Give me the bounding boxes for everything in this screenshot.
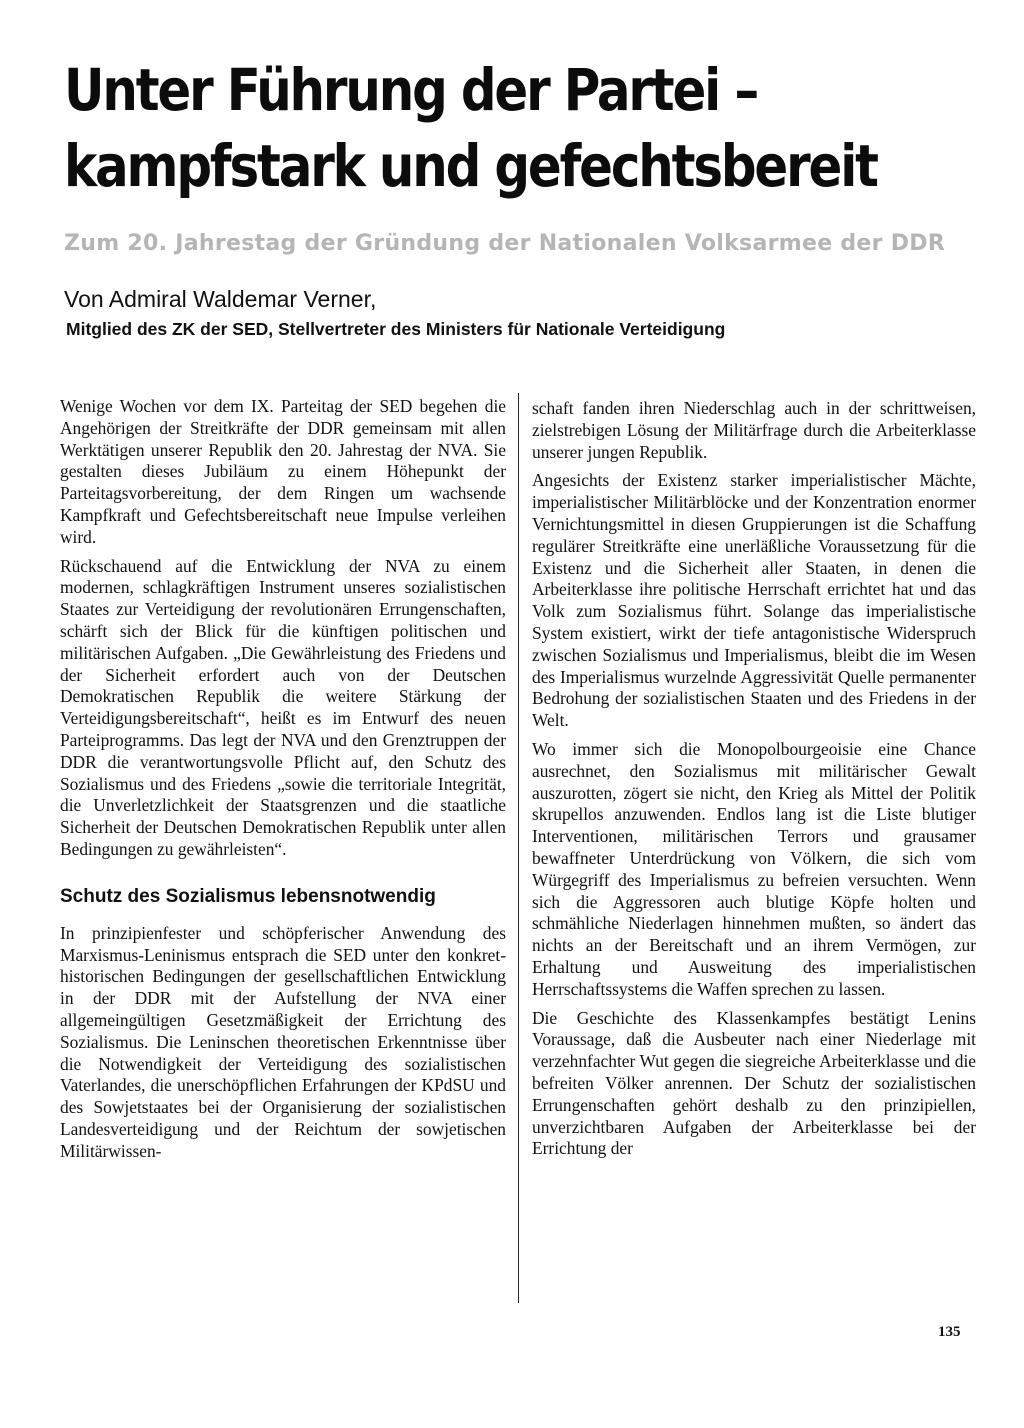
page-number: 135 bbox=[938, 1324, 961, 1340]
right-column bbox=[532, 398, 976, 1167]
article-title-line-1: Unter Führung der Partei – bbox=[64, 56, 758, 124]
article-title-line-2: kampfstark und gefechtsbereit bbox=[64, 132, 877, 200]
paragraph: Wo immer sich die Monopolbourgeoisie eine Chance ausrechnet, den Sozialismus mit militärischer Gewalt auszurotten, zögert sie nicht, den Krieg als Mittel der Politik skrupellos anzuwenden. Endlos lang ist die Liste blutiger Interventionen, militärischen Terrors und grausamer bewaffneter Unterdrückung von Völkern, die sich vom Würgegriff des Imperialismus zu befreien versuchten. Wenn sich die Aggressoren auch blutige Köpfe holten und schmähliche Niederlagen hinnehmen mußten, so ändert das nichts an der Bereitschaft und an ihrem Vermögen, zur Erhaltung und Ausweitung des imperialistischen Herrschaftssystems die Waffen sprechen zu lassen. bbox=[532, 738, 976, 999]
paragraph: In prinzipienfester und schöpferischer Anwendung des Marxismus-Leninismus entsprach die SED unter den konkret-historischen Bedingungen der gesellschaftlichen Entwicklung in der DDR mit der Aufstellung der NVA einer allgemeingültigen Gesetzmäßigkeit der Errichtung des Sozialismus. Die Leninschen theoretischen Erkenntnisse über die Notwendigkeit der Verteidigung des sozialistischen Vaterlandes, die unerschöpflichen Erfahrungen der KPdSU und des Sowjetstaates bei der Organisierung der sozialistischen Landesverteidigung und der Reichtum der sowjetischen Militärwissen- bbox=[60, 922, 506, 1161]
paragraph: Angesichts der Existenz starker imperialistischer Mächte, imperialistischer Militärblöcke und der Konzentration enormer Vernichtungsmittel in diesen Gruppierungen ist die Schaffung regulärer Streitkräfte eine unerläßliche Voraussetzung für die Existenz und die Sicherheit aller Staaten, in denen die Arbeiterklasse ihre politische Herrschaft errichtet hat und das Volk zum Sozialismus führt. Solange das imperialistische System existiert, wirkt der tiefe antagonistische Widerspruch zwischen Sozialismus und Imperialismus, bleibt die im Wesen des Imperialismus wurzelnde Aggressivität Quelle permanenter Bedrohung der sozialistischen Staaten und des Friedens in der Welt. bbox=[532, 470, 976, 731]
author-role: Mitglied des ZK der SED, Stellvertreter des Ministers für Nationale Verteidigung bbox=[66, 319, 726, 339]
author-block bbox=[64, 284, 964, 344]
article-title bbox=[64, 52, 877, 204]
left-column bbox=[60, 396, 506, 1170]
article-subtitle: Zum 20. Jahrestag der Gründung der Nationalen Volksarmee der DDR bbox=[64, 231, 946, 256]
column-divider bbox=[518, 393, 519, 1303]
paragraph: Rückschauend auf die Entwicklung der NVA zu einem modernen, schlagkräftigen Instrument unseres sozialistischen Staates zur Verteidigung der revolutionären Errungenschaften, schärft sich der Blick für die künftigen politischen und militärischen Aufgaben. „Die Gewährleistung des Friedens und der Sicherheit erfordert auch von der Deutschen Demokratischen Republik die weitere Stärkung der Verteidigungsbereitschaft“, heißt es im Entwurf des neuen Parteiprogramms. Das legt der NVA und den Grenztruppen der DDR die verantwortungsvolle Pflicht auf, den Schutz des Sozialismus und des Friedens „sowie die territoriale Integrität, die Unverletzlichkeit der Staatsgrenzen und die staatliche Sicherheit der Deutschen Demokratischen Republik unter allen Bedingungen zu gewährleisten“. bbox=[60, 555, 506, 859]
paragraph: Wenige Wochen vor dem IX. Parteitag der SED begehen die Angehörigen der Streitkräfte der DDR gemeinsam mit allen Werktätigen unserer Republik den 20. Jahrestag der NVA. Sie gestalten dieses Jubiläum zu einem Höhepunkt der Parteitagsvorbereitung, der dem Ringen um wachsende Kampfkraft und Gefechtsbereitschaft neue Impulse verleihen wird. bbox=[60, 396, 506, 547]
section-heading: Schutz des Sozialismus lebensnotwendig bbox=[60, 885, 436, 907]
author-name: Von Admiral Waldemar Verner, bbox=[64, 286, 377, 312]
paragraph: Die Geschichte des Klassenkampfes bestätigt Lenins Voraussage, daß die Ausbeuter nach einer Niederlage mit verzehnfachter Wut gegen die siegreiche Arbeiterklasse und die befreiten Völker anrennen. Der Schutz der sozialistischen Errungenschaften gehört deshalb zu den prinzipiellen, unverzichtbaren Aufgaben der Arbeiterklasse bei der Errichtung der bbox=[532, 1007, 976, 1159]
paragraph: schaft fanden ihren Niederschlag auch in der schrittweisen, zielstrebigen Lösung der Militärfrage durch die Arbeiterklasse unserer jungen Republik. bbox=[532, 398, 976, 462]
